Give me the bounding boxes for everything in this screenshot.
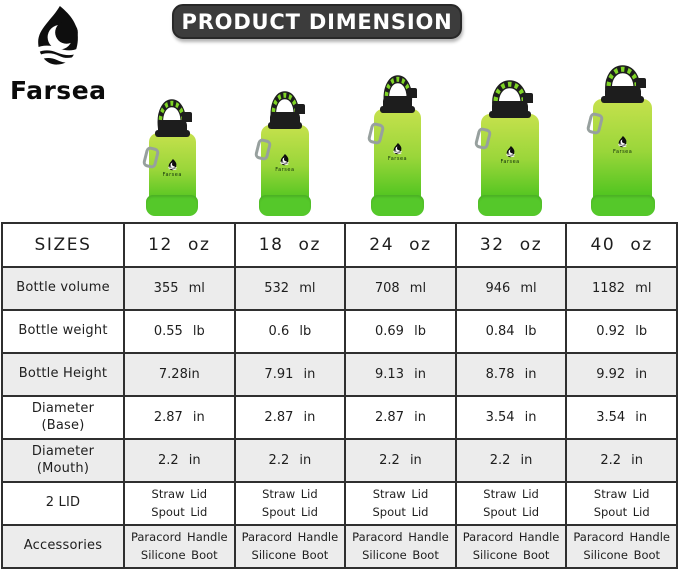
- carabiner-icon: [366, 122, 385, 146]
- spec-cell: 7.91 in: [235, 353, 346, 396]
- spec-cell: 2.87 in: [345, 396, 456, 439]
- drop-icon: [392, 143, 403, 156]
- spec-cell: 2.2 in: [345, 439, 456, 482]
- table-row: [2, 525, 677, 568]
- spec-cell: 2.87 in: [235, 396, 346, 439]
- bottle-body: [481, 114, 539, 215]
- bottle-brand-text: Farsea: [613, 149, 633, 156]
- row-label: Bottle volume: [2, 267, 124, 310]
- table-row: [2, 439, 677, 482]
- table-row: [2, 310, 677, 353]
- spec-cell: Straw Lid Spout Lid: [456, 482, 567, 525]
- straw-spout-icon: [295, 104, 305, 114]
- spec-cell: 7.28in: [124, 353, 235, 396]
- bottle-lid: [270, 112, 299, 127]
- straw-spout-icon: [407, 88, 417, 98]
- row-label: Accessories: [2, 525, 124, 568]
- spec-cell: 946 ml: [456, 267, 567, 310]
- bottle-lid: [492, 101, 528, 116]
- silicone-boot: [146, 195, 198, 216]
- bottle-lid: [605, 86, 641, 101]
- row-label: 2 LID: [2, 482, 124, 525]
- bottle-brand-mark: [481, 146, 539, 165]
- drop-icon: [279, 154, 290, 167]
- spec-cell: Straw Lid Spout Lid: [235, 482, 346, 525]
- straw-spout-icon: [636, 78, 646, 88]
- drop-icon: [617, 136, 628, 149]
- spec-cell: 2.87 in: [124, 396, 235, 439]
- table-row: [2, 482, 677, 525]
- drop-icon: [167, 159, 178, 172]
- bottle-lineup: [0, 0, 679, 222]
- bottle-brand-mark: [149, 159, 196, 178]
- row-label: Diameter (Mouth): [2, 439, 124, 482]
- sizes-header-cell: SIZES: [2, 223, 124, 267]
- spec-cell: 0.55 lb: [124, 310, 235, 353]
- spec-cell: 0.69 lb: [345, 310, 456, 353]
- silicone-boot: [591, 195, 655, 216]
- bottle-brand-mark: [593, 136, 651, 155]
- silicone-boot: [478, 195, 542, 216]
- bottle-body: [374, 109, 421, 215]
- spec-cell: Straw Lid Spout Lid: [124, 482, 235, 525]
- spec-cell: 3.54 in: [456, 396, 567, 439]
- spec-cell: 9.13 in: [345, 353, 456, 396]
- spec-cell: 9.92 in: [566, 353, 677, 396]
- bottle-brand-text: Farsea: [500, 159, 520, 166]
- spec-cell: 2.2 in: [566, 439, 677, 482]
- spec-cell: Straw Lid Spout Lid: [566, 482, 677, 525]
- spec-cell: 355 ml: [124, 267, 235, 310]
- bottle-brand-mark: [261, 154, 308, 173]
- size-column-header: 18 oz: [235, 223, 346, 267]
- size-column-header: 32 oz: [456, 223, 567, 267]
- bottle-brand-mark: [374, 143, 421, 162]
- silicone-boot: [371, 195, 423, 216]
- table-row: [2, 353, 677, 396]
- bottle-lid: [383, 96, 412, 111]
- row-label: Bottle Height: [2, 353, 124, 396]
- spec-cell: 2.2 in: [124, 439, 235, 482]
- bottle-40-oz: [593, 86, 651, 215]
- spec-cell: 3.54 in: [566, 396, 677, 439]
- bottle-brand-text: Farsea: [387, 156, 408, 163]
- bottle-lid: [158, 120, 187, 135]
- bottle-24-oz: [374, 96, 421, 215]
- spec-cell: 0.84 lb: [456, 310, 567, 353]
- spec-cell: Paracord Handle Silicone Boot: [345, 525, 456, 568]
- size-column-header: 24 oz: [345, 223, 456, 267]
- spec-cell: 532 ml: [235, 267, 346, 310]
- drop-icon: [505, 146, 516, 159]
- table-row: [2, 396, 677, 439]
- size-column-header: 40 oz: [566, 223, 677, 267]
- table-row: [2, 267, 677, 310]
- bottle-18-oz: [261, 112, 308, 215]
- bottle-12-oz: [149, 120, 196, 215]
- spec-cell: 0.6 lb: [235, 310, 346, 353]
- bottle-body: [593, 99, 651, 215]
- silicone-boot: [259, 195, 311, 216]
- straw-spout-icon: [182, 112, 192, 122]
- spec-cell: 2.2 in: [235, 439, 346, 482]
- spec-cell: Paracord Handle Silicone Boot: [566, 525, 677, 568]
- bottle-brand-text: Farsea: [162, 172, 182, 179]
- spec-cell: 8.78 in: [456, 353, 567, 396]
- page-title: PRODUCT DIMENSION: [181, 9, 453, 34]
- carabiner-icon: [586, 112, 605, 136]
- spec-cell: 2.2 in: [456, 439, 567, 482]
- brand-name: Farsea: [10, 76, 107, 105]
- bottle-body: [149, 133, 196, 215]
- spec-cell: Straw Lid Spout Lid: [345, 482, 456, 525]
- spec-cell: 0.92 lb: [566, 310, 677, 353]
- row-label: Bottle weight: [2, 310, 124, 353]
- row-label: Diameter (Base): [2, 396, 124, 439]
- spec-cell: Paracord Handle Silicone Boot: [456, 525, 567, 568]
- straw-spout-icon: [523, 93, 533, 103]
- size-column-header: 12 oz: [124, 223, 235, 267]
- spec-cell: Paracord Handle Silicone Boot: [235, 525, 346, 568]
- table-header-row: [2, 223, 677, 267]
- spec-cell: 708 ml: [345, 267, 456, 310]
- spec-cell: 1182 ml: [566, 267, 677, 310]
- bottle-body: [261, 125, 308, 215]
- spec-table: [1, 222, 678, 569]
- bottle-32-oz: [481, 101, 539, 215]
- spec-cell: Paracord Handle Silicone Boot: [124, 525, 235, 568]
- bottle-brand-text: Farsea: [275, 166, 295, 173]
